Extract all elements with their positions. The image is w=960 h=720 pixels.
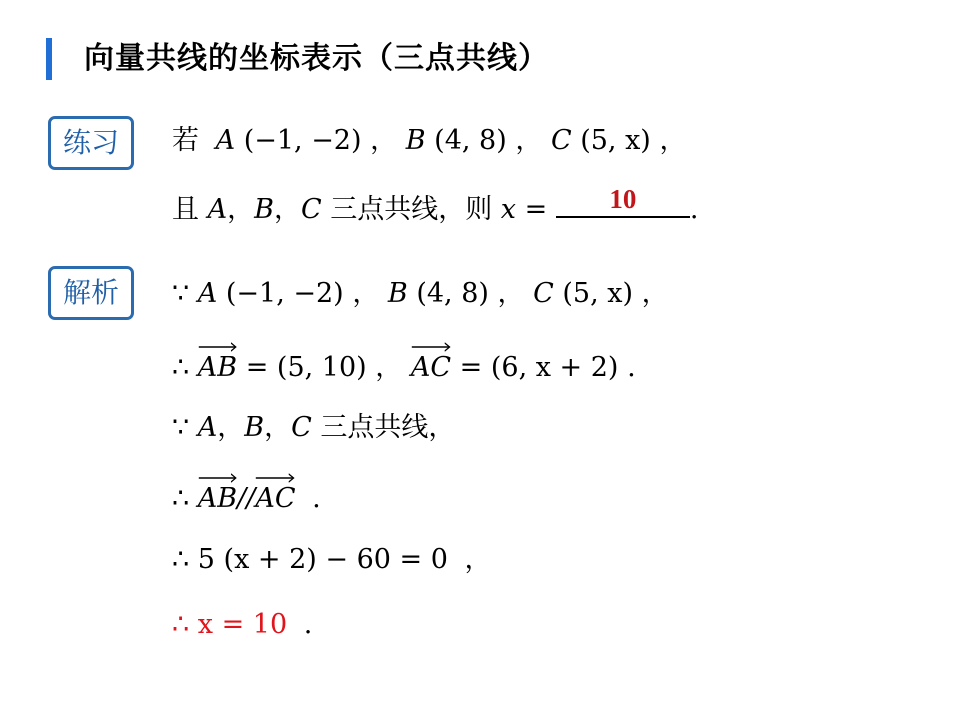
separator: ， [273, 194, 301, 225]
point-b-label: B [254, 194, 274, 225]
because-symbol: ∵ [172, 278, 190, 309]
solution-line-3 [172, 408, 455, 448]
title-accent-bar [46, 38, 52, 80]
vector-ab: AB [198, 479, 237, 519]
separator: ， [217, 412, 245, 443]
period: . [312, 483, 321, 514]
point-a-label: A [215, 125, 236, 156]
vector-ab-value: = (5, 10) [245, 352, 367, 383]
qie-text: 且 [172, 194, 199, 225]
final-answer: x = 10 [197, 609, 288, 640]
answer-blank [556, 186, 690, 218]
separator: ， [659, 125, 687, 156]
point-b-coord: (4, 8) [434, 125, 507, 156]
equation: 5 (x + 2) − 60 = 0 [197, 544, 448, 575]
point-b-label: B [387, 278, 408, 309]
vector-ac: AC [411, 348, 451, 388]
point-a-coord: (−1, −2) [225, 278, 344, 309]
period: . [689, 194, 699, 225]
point-a-label: A [207, 194, 228, 225]
solution-line-6 [172, 605, 312, 645]
point-c-label: C [550, 125, 572, 156]
equals-sign: = [524, 194, 548, 225]
therefore-symbol: ∴ [172, 609, 190, 640]
vector-ac-value: = (6, x + 2) [459, 352, 619, 383]
solution-tag: 解析 [48, 266, 134, 320]
point-c-label: C [300, 194, 322, 225]
vector-arrow-icon [198, 473, 237, 483]
point-c-label: C [533, 278, 554, 309]
because-symbol: ∵ [172, 412, 190, 443]
exercise-tag: 练习 [48, 116, 134, 170]
separator: ， [464, 544, 492, 575]
point-c-coord: (5, x) [562, 278, 634, 309]
point-a-label: A [197, 412, 218, 443]
vector-arrow-icon [198, 342, 237, 352]
separator: ， [264, 412, 292, 443]
point-a-label: A [197, 278, 218, 309]
page-title: 向量共线的坐标表示（三点共线） [84, 41, 549, 76]
point-b-coord: (4, 8) [416, 278, 489, 309]
separator: ， [370, 125, 398, 156]
separator: ， [375, 352, 403, 383]
vector-arrow-icon [255, 473, 295, 483]
point-a-coord: (−1, −2) [243, 125, 362, 156]
exercise-line-2 [172, 186, 698, 230]
question-text: 三点共线，则 [330, 194, 493, 225]
therefore-symbol: ∴ [172, 483, 190, 514]
vector-arrow-icon [411, 342, 451, 352]
vector-ac: AC [255, 479, 295, 519]
separator: ， [641, 278, 669, 309]
therefore-symbol: ∴ [172, 352, 190, 383]
point-b-label: B [405, 125, 426, 156]
separator: ， [227, 194, 255, 225]
vector-ab: AB [198, 348, 237, 388]
separator: ， [352, 278, 380, 309]
parallel-symbol: // [237, 483, 256, 514]
point-c-label: C [291, 412, 312, 443]
point-c-coord: (5, x) [580, 125, 651, 156]
period: . [303, 609, 313, 640]
solution-line-2 [172, 348, 636, 388]
ruo-text: 若 [172, 125, 199, 156]
point-b-label: B [244, 412, 265, 443]
separator: ， [515, 125, 543, 156]
solution-line-4 [172, 479, 321, 519]
solution-line-1 [172, 274, 669, 314]
variable-x: x [500, 194, 517, 225]
separator: ， [497, 278, 525, 309]
solution-line-5 [172, 540, 492, 580]
collinear-text: 三点共线， [320, 412, 456, 443]
therefore-symbol: ∴ [172, 544, 190, 575]
exercise-line-1 [172, 121, 686, 161]
answer-value: 10 [609, 184, 637, 214]
period: . [627, 352, 636, 383]
